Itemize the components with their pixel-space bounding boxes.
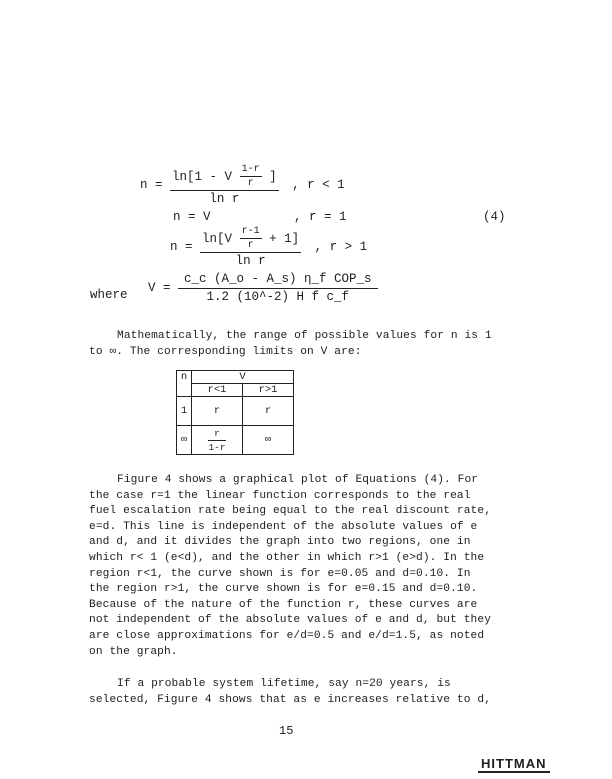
para3-line: selected, Figure 4 shows that as e increases relative to d, xyxy=(89,694,492,706)
table-subheader-row xyxy=(177,384,294,397)
paragraph-1 xyxy=(89,328,492,360)
paragraph-3 xyxy=(89,676,491,708)
table-header-row xyxy=(177,371,294,384)
v-definition xyxy=(148,272,378,304)
eq3-num-pre: ln[V xyxy=(202,231,233,246)
eq3-inner-num: r-1 xyxy=(241,226,260,237)
table-header-r-lt: r<1 xyxy=(192,384,243,397)
para2-line: not independent of the absolute values of e and d, but they xyxy=(89,614,492,627)
para1-line: to ∞. The corresponding limits on V are: xyxy=(89,346,362,358)
table-cell-r-lt: r xyxy=(192,397,243,426)
para2-line: region r<1, the curve shown is for e=0.05 and d=0.10. In xyxy=(89,567,471,580)
para2-line: and d, and it divides the graph into two regions, one in xyxy=(89,536,471,549)
table-row xyxy=(177,397,294,426)
para2-line: the case r=1 the linear function corresponds to the real xyxy=(89,489,471,502)
para2-line: the region r>1, the curve shown is for e=0.15 and d=0.10. xyxy=(89,583,478,596)
eq3-lhs: n = xyxy=(170,240,193,254)
para2-line: fuel escalation rate being equal to the real discount rate, xyxy=(89,505,492,518)
eq1-num-post: ] xyxy=(269,169,277,184)
eq3-den: ln r xyxy=(235,254,266,268)
table-cell-r-gt: r xyxy=(243,397,294,426)
limits-table xyxy=(176,370,294,455)
table-cell-r-gt: ∞ xyxy=(243,426,294,455)
eq2-condition: , r = 1 xyxy=(294,210,347,224)
equation-2 xyxy=(173,210,347,224)
table-row xyxy=(177,426,294,455)
table-header-r-gt: r>1 xyxy=(243,384,294,397)
eq1-num-pre: ln[1 - V xyxy=(172,169,233,184)
equation-label: (4) xyxy=(483,210,506,224)
para2-line: Figure 4 shows a graphical plot of Equations (4). For xyxy=(117,474,479,486)
para2-line: which r< 1 (e<d), and the other in which r>1 (e>d). In the xyxy=(89,551,485,564)
para2-line: Because of the nature of the function r, these curves are xyxy=(89,598,478,611)
eq1-inner-num: 1-r xyxy=(241,164,260,175)
v-lhs: V = xyxy=(148,281,171,295)
eq1-inner-fraction xyxy=(240,164,262,189)
table-header-n: n xyxy=(177,371,192,397)
eq3-condition: , r > 1 xyxy=(314,240,368,254)
table-fraction-num: r xyxy=(208,428,225,441)
v-fraction xyxy=(178,272,378,304)
eq1-inner-den: r xyxy=(247,178,254,189)
v-numerator: c_c (A_o - A_s) η_f COP_s xyxy=(178,272,378,289)
table-fraction xyxy=(208,428,225,453)
para2-line: on the graph. xyxy=(89,645,178,658)
eq1-fraction xyxy=(170,164,279,206)
v-denominator: 1.2 (10^-2) H f c_f xyxy=(206,290,350,304)
eq3-inner-fraction xyxy=(240,226,262,251)
where-label: where xyxy=(90,288,128,302)
eq3-inner-den: r xyxy=(247,240,254,251)
equation-1 xyxy=(140,164,345,206)
table-fraction-den: 1-r xyxy=(208,441,226,453)
hittman-logo: HITTMAN xyxy=(478,756,550,773)
table-cell-r-lt xyxy=(192,426,243,455)
page-number: 15 xyxy=(279,724,294,738)
eq1-condition: , r < 1 xyxy=(292,178,345,192)
para3-line: If a probable system lifetime, say n=20 years, is xyxy=(117,678,451,690)
table-header-v: V xyxy=(192,371,294,384)
table-cell-n: ∞ xyxy=(177,426,192,455)
para2-line: e=d. This line is independent of the absolute values of e xyxy=(89,520,478,533)
eq1-den: ln r xyxy=(209,192,240,206)
para2-line: are close approximations for e/d=0.5 and e/d=1.5, as noted xyxy=(89,629,485,642)
table-cell-n: 1 xyxy=(177,397,192,426)
equation-3 xyxy=(170,226,367,268)
eq3-num-post: + 1] xyxy=(269,231,300,246)
eq2-lhs: n = V xyxy=(173,210,211,224)
paragraph-2 xyxy=(89,473,491,660)
eq3-fraction xyxy=(200,226,301,268)
para1-line: Mathematically, the range of possible values for n is 1 xyxy=(117,330,492,342)
eq1-lhs: n = xyxy=(140,178,163,192)
